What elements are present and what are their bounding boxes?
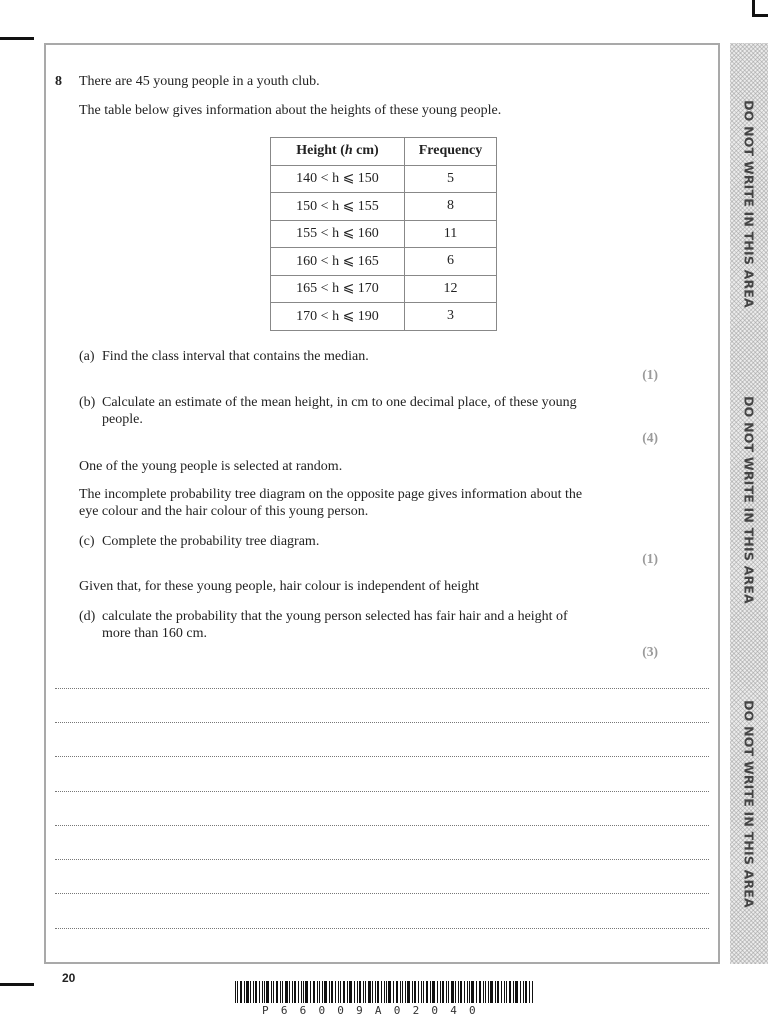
random-selection-text: One of the young people is selected at random.: [79, 459, 343, 474]
part-d-line1: calculate the probability that the young person selected has fair hair and a height of: [102, 609, 568, 624]
answer-line[interactable]: [55, 928, 709, 929]
answer-line[interactable]: [55, 791, 709, 792]
table-cell-interval: 165 < h ⩽ 170: [271, 275, 405, 303]
barcode-image: [235, 981, 533, 1003]
part-c-marks: (1): [642, 551, 658, 566]
margin-warning-1: DO NOT WRITE IN THIS AREA: [741, 100, 757, 308]
tree-diagram-text-1: The incomplete probability tree diagram on the opposite page gives information about the: [79, 487, 583, 502]
table-cell-frequency: 11: [405, 220, 497, 248]
part-b-marks: (4): [642, 430, 658, 445]
table-cell-interval: 155 < h ⩽ 160: [271, 220, 405, 248]
table-cell-frequency: 3: [405, 303, 497, 331]
answer-line[interactable]: [55, 722, 709, 723]
table-row: [271, 303, 497, 331]
part-d-marks: (3): [642, 644, 658, 659]
table-row: [271, 275, 497, 303]
tree-diagram-text-2: eye colour and the hair colour of this young person.: [79, 504, 369, 519]
part-a-marks: (1): [642, 367, 658, 382]
part-c-label: (c): [79, 534, 95, 549]
table-header-height: Height (h cm): [271, 138, 405, 166]
corner-mark-bottom-left: [0, 983, 34, 986]
table-cell-frequency: 6: [405, 248, 497, 276]
question-number: 8: [55, 74, 62, 89]
table-intro: The table below gives information about the heights of these young people.: [79, 103, 502, 118]
table-cell-frequency: 12: [405, 275, 497, 303]
part-b-line1: Calculate an estimate of the mean height, in cm to one decimal place, of these young: [102, 395, 577, 410]
part-d-label: (d): [79, 609, 96, 624]
part-a-text: Find the class interval that contains the median.: [102, 349, 369, 364]
table-cell-frequency: 8: [405, 193, 497, 221]
table-row: [271, 193, 497, 221]
answer-line[interactable]: [55, 688, 709, 689]
question-intro: There are 45 young people in a youth club.: [79, 74, 320, 89]
frequency-table: [270, 137, 497, 331]
corner-mark-top-left: [0, 37, 34, 40]
given-text: Given that, for these young people, hair colour is independent of height: [79, 579, 480, 594]
part-d-line2: more than 160 cm.: [102, 626, 207, 641]
table-cell-interval: 170 < h ⩽ 190: [271, 303, 405, 331]
part-c-text: Complete the probability tree diagram.: [102, 534, 320, 549]
part-b-label: (b): [79, 395, 96, 410]
answer-line[interactable]: [55, 859, 709, 860]
margin-warning-3: DO NOT WRITE IN THIS AREA: [741, 700, 757, 908]
answer-line[interactable]: [55, 756, 709, 757]
table-row: [271, 165, 497, 193]
table-cell-interval: 150 < h ⩽ 155: [271, 193, 405, 221]
table-header-frequency: Frequency: [405, 138, 497, 166]
corner-mark-top-right-h: [752, 14, 768, 17]
part-a-label: (a): [79, 349, 95, 364]
answer-line[interactable]: [55, 825, 709, 826]
answer-line[interactable]: [55, 893, 709, 894]
page-number: 20: [62, 971, 76, 985]
table-cell-interval: 160 < h ⩽ 165: [271, 248, 405, 276]
table-cell-interval: 140 < h ⩽ 150: [271, 165, 405, 193]
table-row: [271, 248, 497, 276]
table-row: [271, 220, 497, 248]
part-b-line2: people.: [102, 412, 143, 427]
barcode-text: P66009A02040: [262, 1004, 488, 1017]
margin-warning-2: DO NOT WRITE IN THIS AREA: [741, 396, 757, 604]
table-cell-frequency: 5: [405, 165, 497, 193]
